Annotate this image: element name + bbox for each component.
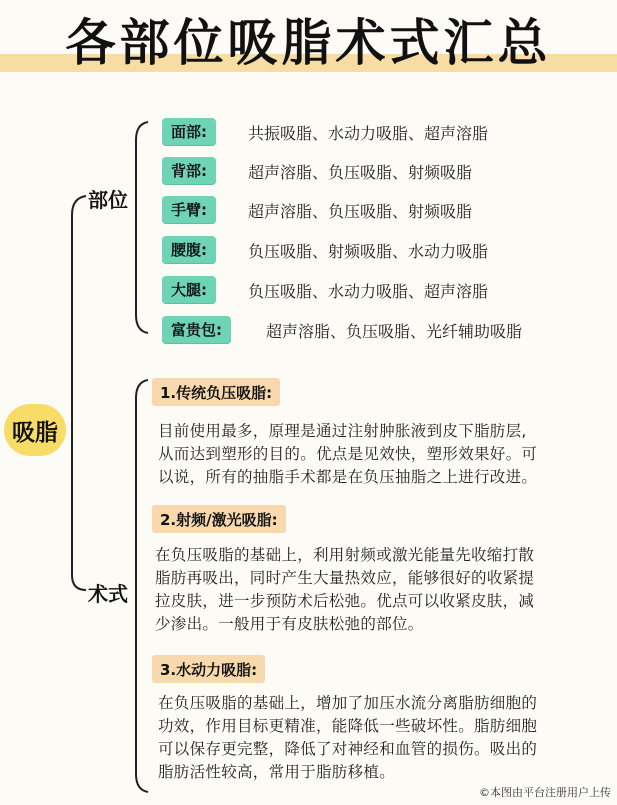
part-tag-back: 背部: [162, 157, 216, 184]
category-parts: 部位 [88, 188, 128, 212]
technique-heading-2: 2.射频/激光吸脂: [152, 505, 286, 533]
watermark: ©本图由平台注册用户上传 [479, 786, 611, 799]
part-methods-neck-hump: 超声溶脂、负压吸脂、光纤辅助吸脂 [266, 322, 523, 341]
part-methods-face: 共振吸脂、水动力吸脂、超声溶脂 [248, 124, 489, 143]
technique-body-3: 在负压吸脂的基础上，增加了加压水流分离脂肪细胞的 功效，作用目标更精准，能降低一些破坏性。脂肪细胞 可以保存更完整，降低了对神经和血管的损伤。吸出的 脂肪活性较高，常用于脂肪移植。 [158, 694, 538, 781]
part-tag-waist: 腰腹: [162, 236, 216, 263]
part-methods-back: 超声溶脂、负压吸脂、射频吸脂 [248, 163, 473, 182]
technique-heading-3: 3.水动力吸脂: [152, 655, 265, 683]
page-title: 各部位吸脂术式汇总 [65, 14, 552, 72]
root-node: 吸脂 [4, 404, 66, 456]
part-methods-waist: 负压吸脂、射频吸脂、水动力吸脂 [248, 242, 489, 261]
part-tag-face: 面部: [162, 118, 216, 145]
technique-body-1: 目前使用最多，原理是通过注射肿胀液到皮下脂肪层, 从而达到塑形的目的。优点是见效快，塑形效果好。可 以说，所有的抽脂手术都是在负压抽脂之上进行改进。 [158, 422, 538, 486]
technique-heading-1: 1.传统负压吸脂: [152, 378, 280, 406]
part-methods-arm: 超声溶脂、负压吸脂、射频吸脂 [248, 202, 473, 221]
part-methods-thigh: 负压吸脂、水动力吸脂、超声溶脂 [248, 282, 489, 301]
technique-body-2: 在负压吸脂的基础上，利用射频或激光能量先收缩打散 脂肪再吸出，同时产生大量热效应，能够很好的收紧提 拉皮肤，进一步预防术后松弛。优点可以收紧皮肤，减 少渗出。一般用于有皮肤松弛的部位。 [155, 546, 535, 633]
part-tag-neck-hump: 富贵包: [162, 316, 231, 343]
part-tag-arm: 手臂: [162, 196, 216, 223]
part-tag-thigh: 大腿: [162, 276, 216, 303]
category-techniques: 术式 [88, 582, 128, 606]
